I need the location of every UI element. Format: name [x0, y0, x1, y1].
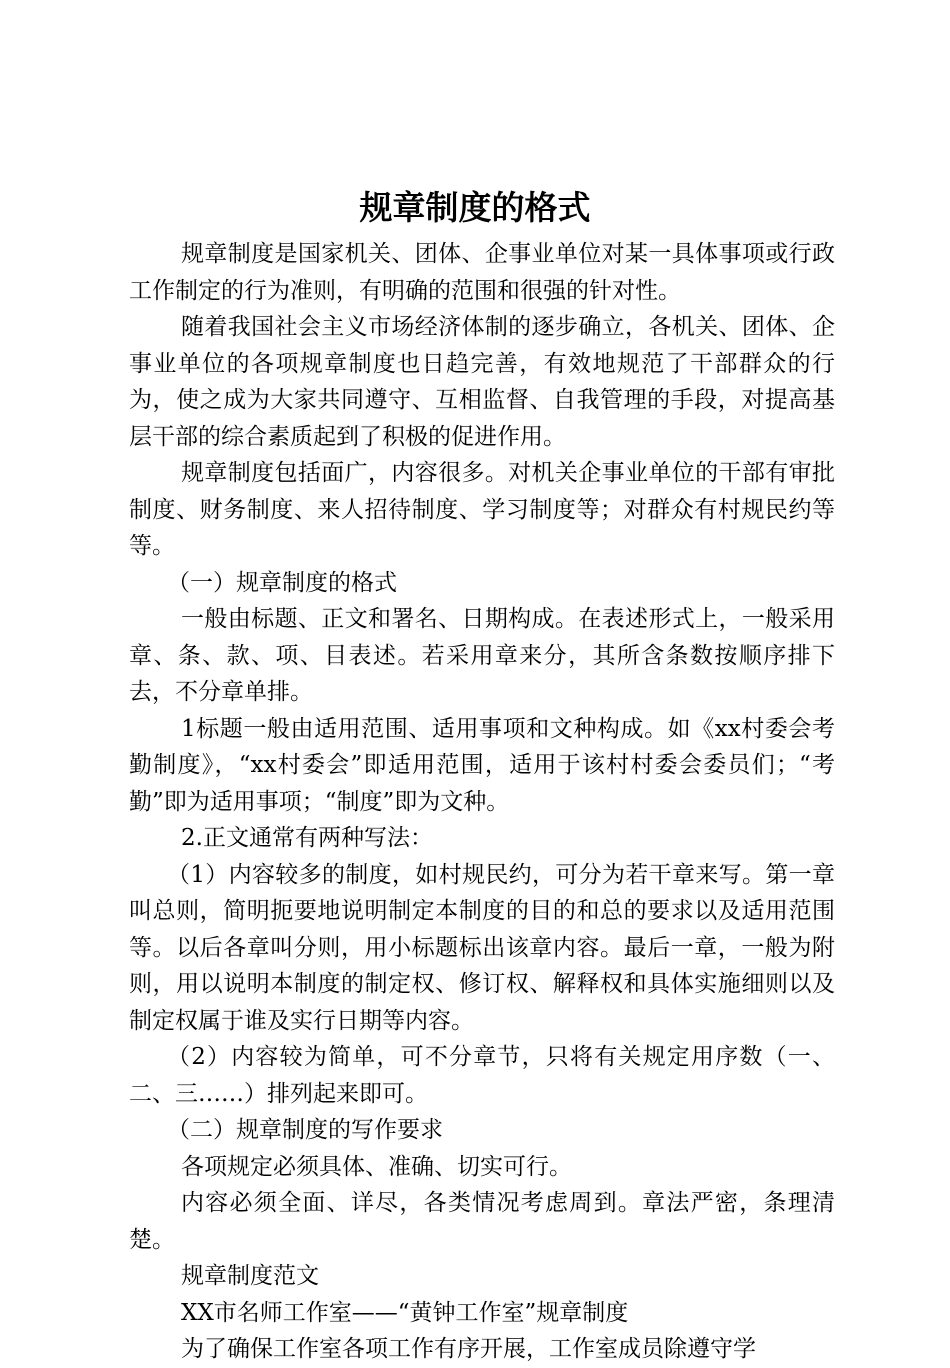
section-heading-requirements: （二）规章制度的写作要求	[167, 1117, 443, 1143]
paragraph-body-method-1: （1）内容较多的制度，如村规民约，可分为若干章来写。第一章叫总则，简明扼要地说明制定本制度的目的和总的要求以及适用范围等。以后各章叫分则，用小标题标出该章内容。最后一章，一般为附则，用以说明本制度的制定权、修订权、解释权和具体实施细则以及制定权属于谁及实行日期等内容。	[129, 861, 835, 1034]
paragraph-background: 随着我国社会主义市场经济体制的逐步确立，各机关、团体、企事业单位的各项规章制度也日趋完善，有效地规范了干部群众的行为，使之成为大家共同遵守、互相监督、自我管理的手段，对提高基层干部的综合素质起到了积极的促进作用。	[129, 314, 835, 450]
paragraph-requirement-1: 各项规定必须具体、准确、切实可行。	[181, 1153, 572, 1180]
sample-heading: 规章制度范文	[181, 1263, 319, 1289]
paragraph-structure: 一般由标题、正文和署名、日期构成。在表述形式上，一般采用章、条、款、项、目表述。若采用章来分，其所含条数按顺序排下去，不分章单排。	[129, 606, 835, 705]
paragraph-scope: 规章制度包括面广，内容很多。对机关企事业单位的干部有审批制度、财务制度、来人招待制度、学习制度等；对群众有村规民约等等。	[129, 460, 835, 559]
sample-title: XX市名师工作室——“黄钟工作室”规章制度	[181, 1299, 629, 1326]
section-heading-format: （一）规章制度的格式	[167, 569, 397, 596]
paragraph-title-rule: 1标题一般由适用范围、适用事项和文种构成。如《xx村委会考勤制度》，“xx村委会”即适用范围，适用于该村村委会委员们；“考勤”即为适用事项；“制度”即为文种。	[129, 715, 835, 815]
page-title: 规章制度的格式	[359, 188, 591, 227]
paragraph-requirement-2: 内容必须全面、详尽，各类情况考虑周到。章法严密，条理清楚。	[129, 1190, 835, 1253]
document-body	[129, 236, 835, 1368]
paragraph-body-method-2: （2）内容较为简单，可不分章节，只将有关规定用序数（一、二、三……）排列起来即可。	[129, 1044, 835, 1107]
paragraph-definition: 规章制度是国家机关、团体、企事业单位对某一具体事项或行政工作制定的行为准则，有明确的范围和很强的针对性。	[129, 241, 835, 304]
sample-paragraph: 为了确保工作室各项工作有序开展，工作室成员除遵守学	[181, 1336, 756, 1362]
paragraph-body-intro: 2.正文通常有两种写法：	[181, 825, 433, 851]
